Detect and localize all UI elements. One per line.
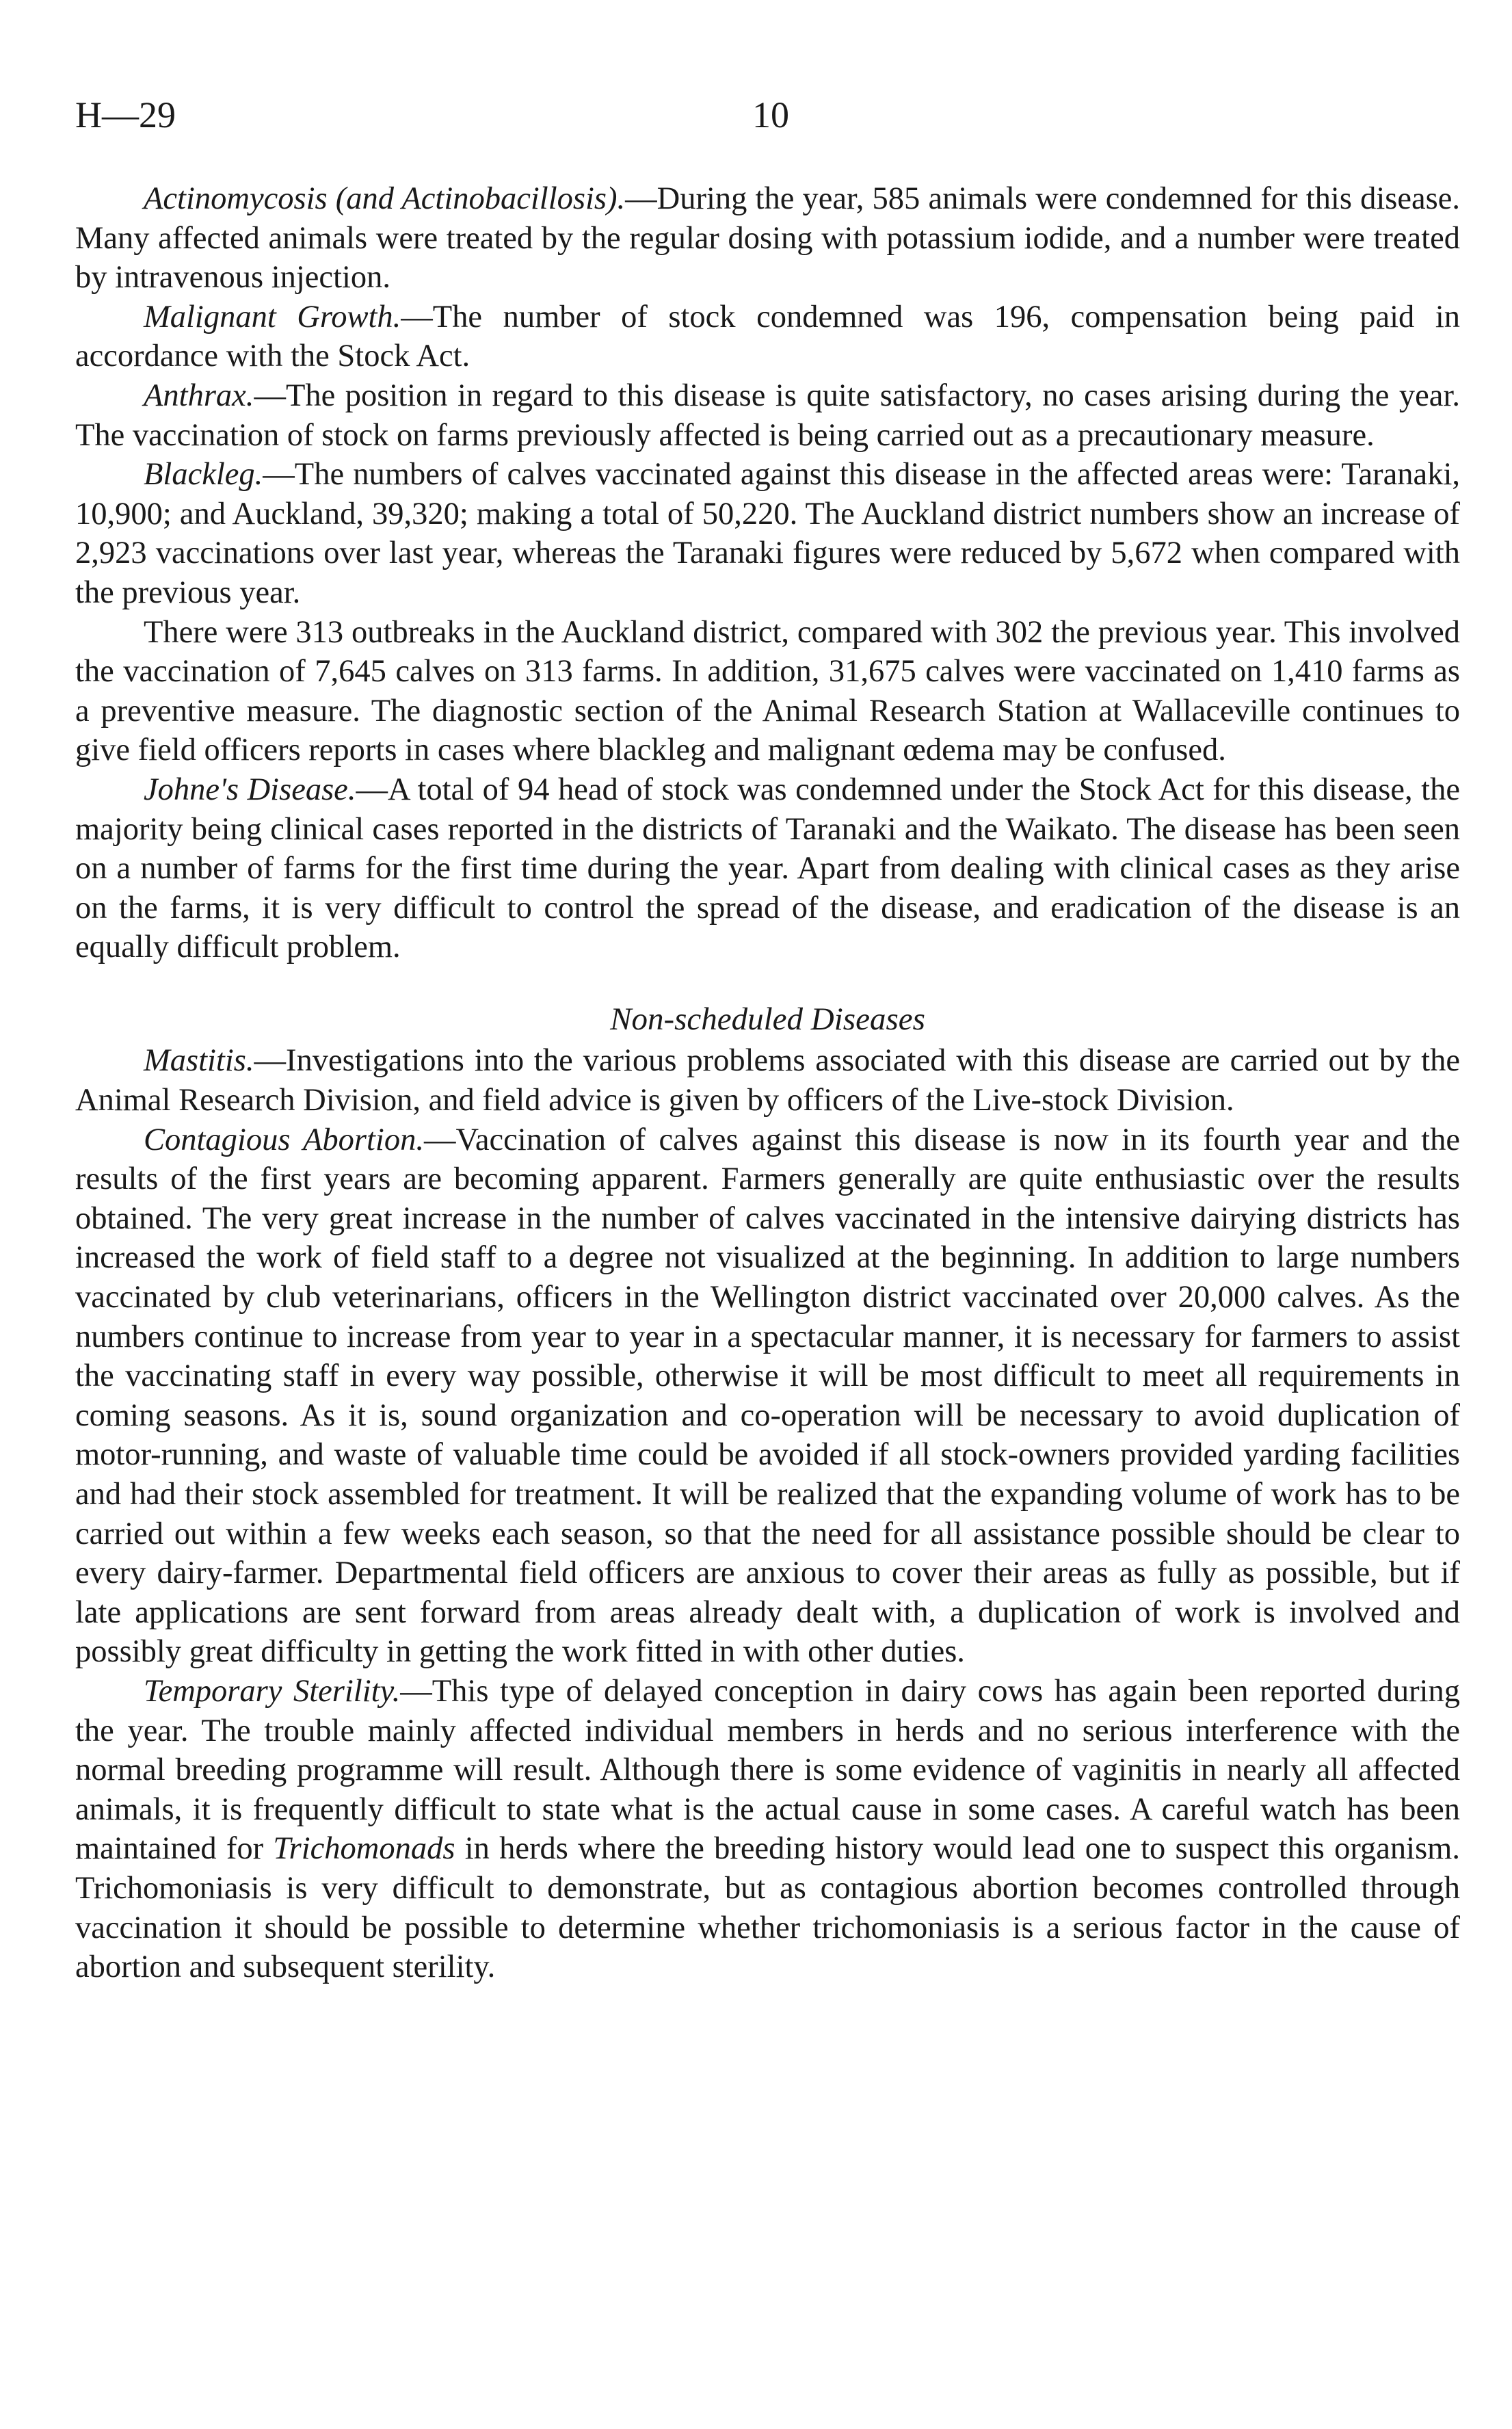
- paragraph-lead: Malignant Growth.: [144, 299, 401, 334]
- paragraph-blackleg-outbreaks: [75, 613, 1460, 770]
- page-number: 10: [752, 94, 789, 135]
- paragraph-contagious-abortion: [75, 1120, 1460, 1672]
- page-header: [75, 88, 1463, 142]
- document-id: H—29: [75, 94, 176, 135]
- body-text: [75, 179, 1460, 1987]
- paragraph-malignant-growth: [75, 298, 1460, 376]
- paragraph-lead: Contagious Abortion.: [144, 1122, 424, 1157]
- paragraph-text: —The position in regard to this disease is quite satisfactory, no cases arising during the year. The vaccination of stock on farms previously affected is being carried out as a precautionary measure.: [75, 378, 1460, 453]
- section-heading: Non-scheduled Diseases: [610, 1001, 925, 1037]
- paragraph-lead: Anthrax.: [144, 378, 254, 413]
- paragraph-text: —During the year, 585 animals were condemned for this disease. Many affected animals were treated by the regular dosing with potassium iodide, and a number were treated by intravenous injection.: [75, 181, 1460, 296]
- paragraph-lead: Temporary Sterility.: [144, 1673, 401, 1709]
- paragraph-blackleg: [75, 455, 1460, 612]
- paragraph-text: —This type of delayed conception in dairy cows has again been reported during the year. The trouble mainly affected individual members in herds and no serious interference with the normal breeding programme will result. Although there is some evidence of vaginitis in nearly all affected animals, it is frequently difficult to state what is the actual cause in some cases. A careful watch has been maintained for: [75, 1673, 1460, 1867]
- paragraph-text: There were 313 outbreaks in the Auckland district, compared with 302 the previous year. This involved the vaccination of 7,645 calves on 313 farms. In addition, 31,675 calves were vaccinated on 1,410 farms as a preventive measure. The diagnostic section of the Animal Research Station at Wallaceville continues to give field officers reports in cases where blackleg and malignant œdema may be confused.: [75, 614, 1460, 768]
- paragraph-text: —Investigations into the various problems associated with this disease are carried out by the Animal Research Division, and field advice is given by officers of the Live-stock Division.: [75, 1043, 1460, 1118]
- paragraph-lead: Blackleg.: [144, 457, 263, 493]
- paragraph-mastitis: [75, 1041, 1460, 1120]
- paragraph-text: —The number of stock condemned was 196, compensation being paid in accordance with the Stock Act.: [75, 299, 1460, 374]
- paragraph-text: —Vaccination of calves against this disease is now in its fourth year and the results of the first years are becoming apparent. Farmers generally are quite enthusiastic over the results obtained. The very great increase in the number of calves vaccinated in the intensive dairying districts has increased the work of field staff to a degree not visualized at the beginning. In addition to large numbers vaccinated by club veterinarians, officers in the Wellington district vaccinated over 20,000 calves. As the numbers continue to increase from year to year in a spectacular manner, it is necessary for farmers to assist the vaccinating staff in every way possible, otherwise it will be most difficult to meet all requirements in coming seasons. As it is, sound organization and co-operation will be necessary to avoid duplication of motor-running, and waste of valuable time could be avoided if all stock-owners provided yarding facilities and had their stock assembled for treatment. It will be realized that the expanding volume of work has to be carried out within a few weeks each season, so that the need for all assistance possible should be clear to every dairy-farmer. Departmental field officers are anxious to cover their areas as fully as possible, but if late applications are sent forward from areas already dealt with, a duplication of work is involved and possibly great difficulty in getting the work fitted in with other duties.: [75, 1122, 1460, 1670]
- paragraph-actinomycosis: [75, 179, 1460, 298]
- italic-term: Trichomonads: [273, 1831, 455, 1867]
- paragraph-anthrax: [75, 376, 1460, 455]
- paragraph-temporary-sterility: [75, 1672, 1460, 1987]
- paragraph-lead: Johne's Disease.: [144, 772, 356, 807]
- paragraph-text: in herds where the breeding history would lead one to suspect this organism. Trichomoniasis is very difficult to demonstrate, but as contagious abortion becomes controlled through vaccination it should be possible to determine whether trichomoniasis is a serious factor in the cause of abortion and subsequent sterility.: [75, 1831, 1460, 1985]
- paragraph-lead: Mastitis.: [144, 1043, 254, 1079]
- paragraph-text: —The numbers of calves vaccinated against this disease in the affected areas were: Taranaki, 10,900; and Auckland, 39,320; making a total of 50,220. The Auckland district numbers show an increase of 2,923 vaccinations over last year, whereas the Taranaki figures were reduced by 5,672 when compared with the previous year.: [75, 457, 1460, 610]
- paragraph-johnes-disease: [75, 770, 1460, 967]
- paragraph-lead: Actinomycosis (and Actinobacillosis).: [144, 181, 626, 216]
- paragraph-text: —A total of 94 head of stock was condemned under the Stock Act for this disease, the majority being clinical cases reported in the districts of Taranaki and the Waikato. The disease has been seen on a number of farms for the first time during the year. Apart from dealing with clinical cases as they arise on the farms, it is very difficult to control the spread of the disease, and eradication of the disease is an equally difficult problem.: [75, 772, 1460, 965]
